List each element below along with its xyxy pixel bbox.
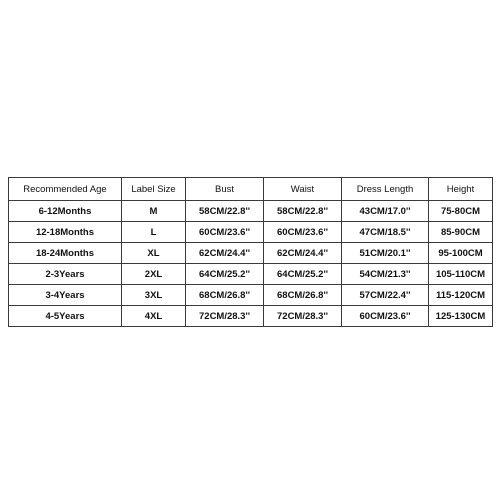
table-header-row bbox=[9, 178, 493, 201]
table-row bbox=[9, 306, 493, 327]
cell-height: 95-100CM bbox=[429, 243, 493, 264]
header-recommended-age: Recommended Age bbox=[9, 178, 122, 201]
cell-dress-length: 51CM/20.1'' bbox=[342, 243, 429, 264]
cell-height: 75-80CM bbox=[429, 201, 493, 222]
header-waist: Waist bbox=[264, 178, 342, 201]
cell-dress-length: 43CM/17.0'' bbox=[342, 201, 429, 222]
cell-height: 115-120CM bbox=[429, 285, 493, 306]
cell-height: 85-90CM bbox=[429, 222, 493, 243]
cell-age: 3-4Years bbox=[9, 285, 122, 306]
cell-waist: 62CM/24.4'' bbox=[264, 243, 342, 264]
cell-height: 125-130CM bbox=[429, 306, 493, 327]
cell-age: 4-5Years bbox=[9, 306, 122, 327]
cell-label-size: 4XL bbox=[122, 306, 186, 327]
cell-label-size: 2XL bbox=[122, 264, 186, 285]
cell-dress-length: 57CM/22.4'' bbox=[342, 285, 429, 306]
cell-bust: 60CM/23.6'' bbox=[186, 222, 264, 243]
table-row bbox=[9, 243, 493, 264]
cell-waist: 60CM/23.6'' bbox=[264, 222, 342, 243]
cell-waist: 68CM/26.8'' bbox=[264, 285, 342, 306]
cell-label-size: M bbox=[122, 201, 186, 222]
table-row bbox=[9, 285, 493, 306]
cell-bust: 72CM/28.3'' bbox=[186, 306, 264, 327]
cell-waist: 64CM/25.2'' bbox=[264, 264, 342, 285]
header-label-size: Label Size bbox=[122, 178, 186, 201]
cell-dress-length: 47CM/18.5'' bbox=[342, 222, 429, 243]
header-bust: Bust bbox=[186, 178, 264, 201]
cell-age: 6-12Months bbox=[9, 201, 122, 222]
cell-bust: 58CM/22.8'' bbox=[186, 201, 264, 222]
cell-bust: 64CM/25.2'' bbox=[186, 264, 264, 285]
cell-age: 2-3Years bbox=[9, 264, 122, 285]
cell-bust: 62CM/24.4'' bbox=[186, 243, 264, 264]
header-dress-length: Dress Length bbox=[342, 178, 429, 201]
cell-waist: 72CM/28.3'' bbox=[264, 306, 342, 327]
table-row bbox=[9, 264, 493, 285]
cell-waist: 58CM/22.8'' bbox=[264, 201, 342, 222]
cell-age: 18-24Months bbox=[9, 243, 122, 264]
table-row bbox=[9, 201, 493, 222]
cell-dress-length: 60CM/23.6'' bbox=[342, 306, 429, 327]
cell-dress-length: 54CM/21.3'' bbox=[342, 264, 429, 285]
cell-label-size: L bbox=[122, 222, 186, 243]
table-row bbox=[9, 222, 493, 243]
cell-bust: 68CM/26.8'' bbox=[186, 285, 264, 306]
header-height: Height bbox=[429, 178, 493, 201]
cell-age: 12-18Months bbox=[9, 222, 122, 243]
cell-height: 105-110CM bbox=[429, 264, 493, 285]
size-chart-table bbox=[8, 177, 493, 327]
cell-label-size: XL bbox=[122, 243, 186, 264]
cell-label-size: 3XL bbox=[122, 285, 186, 306]
